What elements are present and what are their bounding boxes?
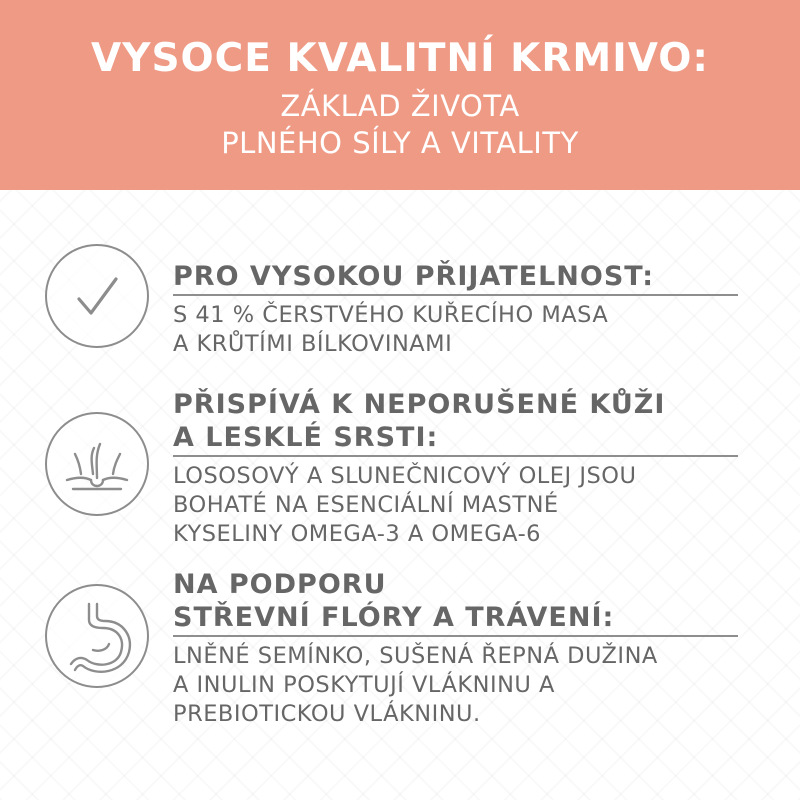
feature-text-line: PREBIOTICKOU VLÁKNINU. [173,701,481,727]
feature-heading-line: NA PODPORU [173,569,387,600]
divider [173,455,738,457]
header-banner [0,0,800,190]
feature-heading-line: PRO VYSOKOU PŘIJATELNOST: [173,261,655,292]
feature-text-line: KYSELINY OMEGA-3 A OMEGA-6 [173,521,542,547]
feature-skin-coat [173,388,738,549]
feature-text-line: BOHATÉ NA ESENCIÁLNÍ MASTNÉ [173,492,559,518]
stomach-icon [45,584,149,688]
feature-digestion [173,568,738,729]
header-title: VYSOCE KVALITNÍ KRMIVO: [91,36,709,81]
checkmark-icon [45,244,149,348]
feature-text-line: S 41 % ČERSTVÉHO KUŘECÍHO MASA [173,302,609,328]
feature-text-line: LNĚNÉ SEMÍNKO, SUŠENÁ ŘEPNÁ DUŽINA [173,643,658,669]
feature-text-line: A INULIN POSKYTUJÍ VLÁKNINU A [173,672,555,698]
hair-follicle-icon [45,412,149,516]
feature-text-line: A KRŮTÍMI BÍLKOVINAMI [173,331,453,357]
feature-acceptance [173,260,738,359]
feature-heading-line: PŘISPÍVÁ K NEPORUŠENÉ KŮŽI [173,389,666,420]
header-subtitle-line-1: ZÁKLAD ŽIVOTA [280,89,520,123]
header-subtitle-line-2: PLNÉHO SÍLY A VITALITY [221,126,579,160]
feature-heading-line: STŘEVNÍ FLÓRY A TRÁVENÍ: [173,602,615,633]
divider [173,635,738,637]
feature-heading-line: A LESKLÉ SRSTI: [173,422,439,453]
feature-text-line: LOSOSOVÝ A SLUNEČNICOVÝ OLEJ JSOU [173,463,637,489]
divider [173,294,738,296]
